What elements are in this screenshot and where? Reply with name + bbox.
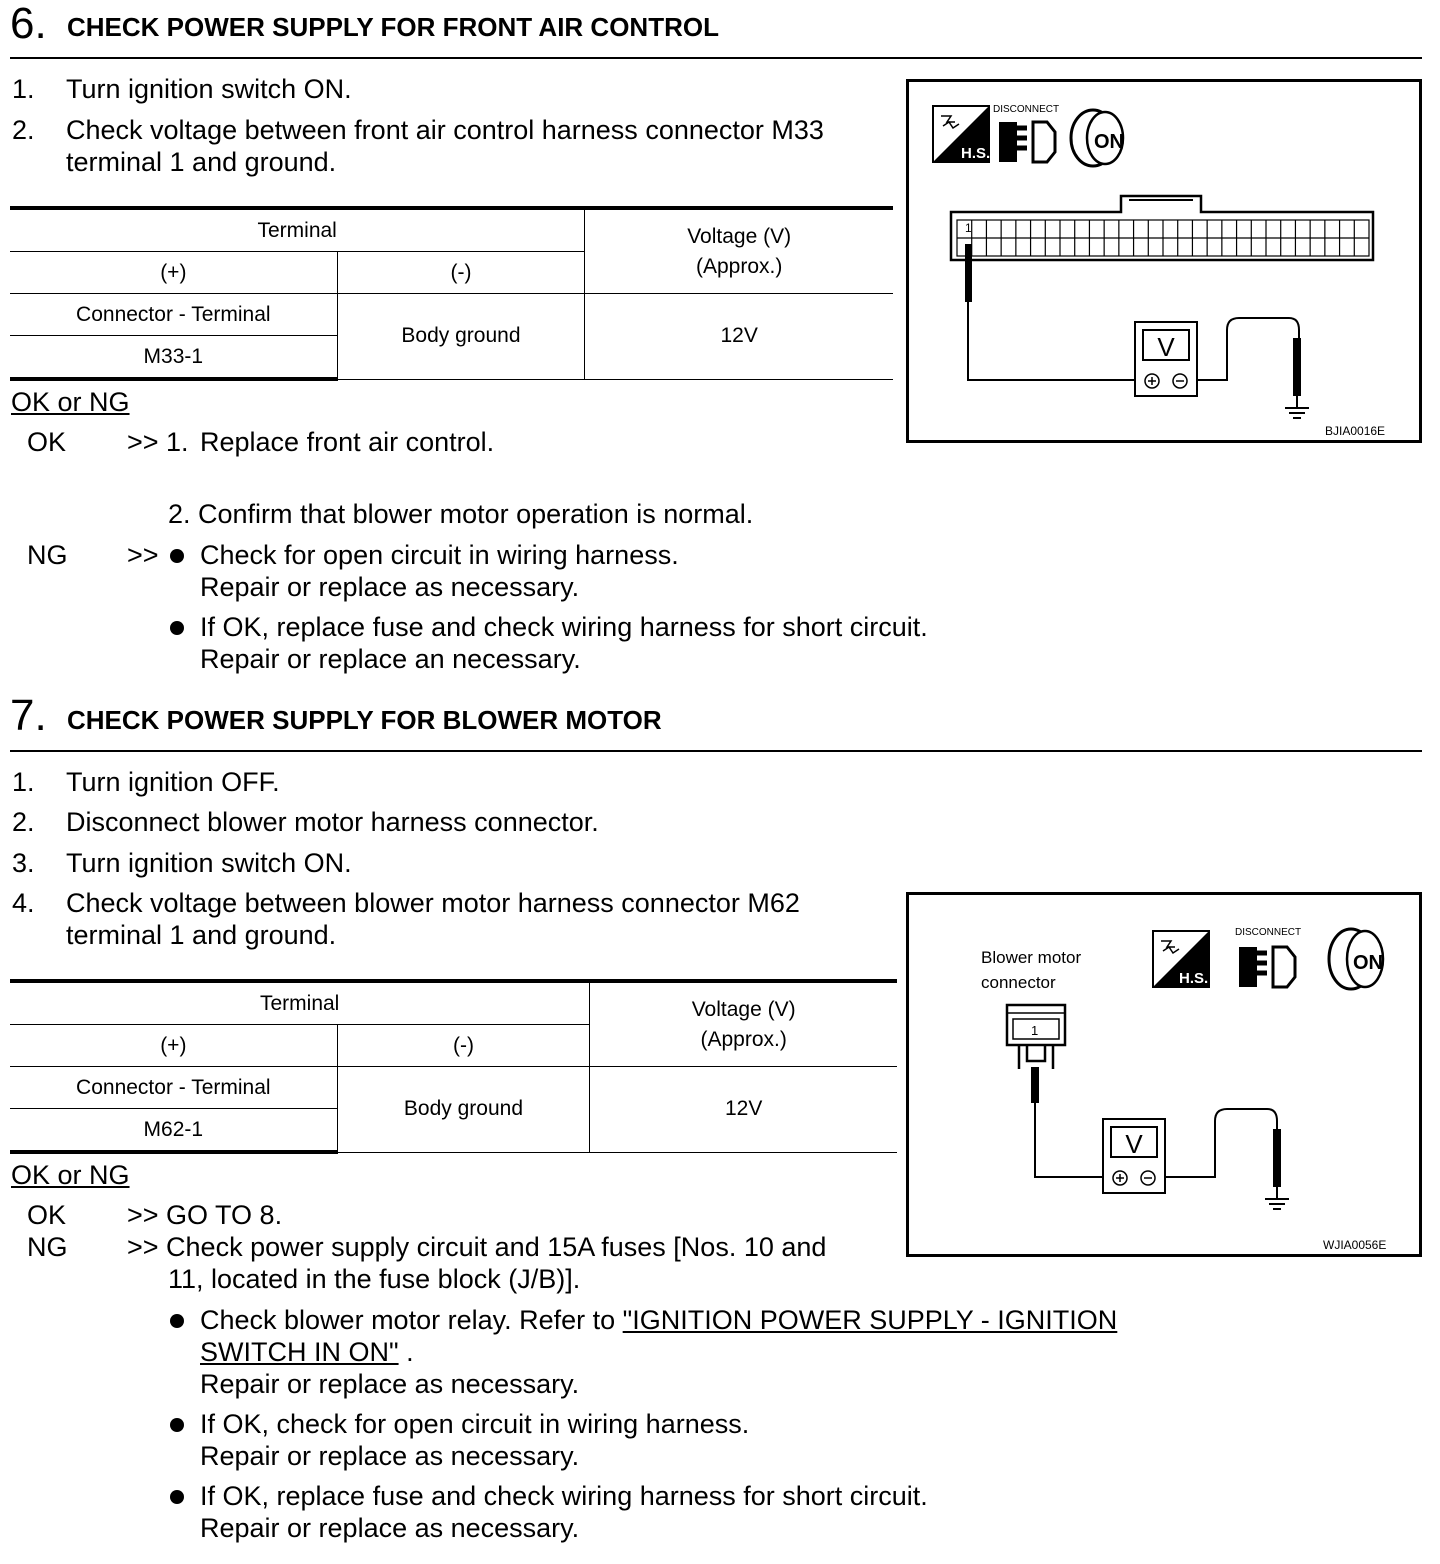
voltage-spec-table	[10, 979, 897, 1154]
ng-bullet-1-line-1	[200, 1304, 1117, 1336]
ignition-on-icon	[1071, 110, 1124, 166]
bullet-icon	[170, 1314, 184, 1328]
plus-header: (+)	[10, 252, 337, 294]
ng-bullet-2-line-2: Repair or replace as necessary.	[200, 1441, 580, 1471]
section-6-title: CHECK POWER SUPPLY FOR FRONT AIR CONTROL	[67, 12, 719, 42]
pin-number-label: 1	[1031, 1023, 1039, 1038]
terminal-header: Terminal	[10, 208, 585, 252]
blower-motor-connector-label-2: connector	[981, 973, 1056, 992]
bullet-icon	[170, 621, 184, 635]
ng-bullet-1-line-2: Repair or replace as necessary.	[200, 572, 580, 602]
step-number: 3.	[12, 848, 35, 878]
ground-symbol-icon	[1285, 396, 1309, 418]
section-7-number: 7.	[10, 691, 47, 740]
connector-diagram-front-air-control	[906, 79, 1422, 443]
ok-arrow: >> 1.	[127, 427, 189, 457]
ok-or-ng-heading: OK or NG	[11, 387, 130, 417]
probe-wire	[968, 302, 1138, 380]
ok-label: OK	[27, 1200, 67, 1230]
ok-step-1: Replace front air control.	[200, 427, 495, 457]
ok-label: OK	[27, 427, 67, 457]
positive-probe	[1031, 1067, 1039, 1103]
bullet-icon	[170, 1418, 184, 1432]
figure-code: WJIA0056E	[1323, 1238, 1387, 1252]
step-text-cont: terminal 1 and ground.	[66, 147, 337, 177]
minus-header: (-)	[337, 1025, 590, 1067]
ng-bullet-2-line-1: If OK, check for open circuit in wiring harness.	[200, 1409, 750, 1439]
step-text: Turn ignition switch ON.	[66, 848, 352, 878]
ground-cell: Body ground	[337, 294, 585, 380]
disconnect-icon	[999, 122, 1055, 162]
voltage-header-l2: (Approx.)	[700, 1027, 787, 1051]
pin-number-label: 1	[965, 221, 972, 235]
ground-symbol-icon	[1265, 1187, 1289, 1209]
section-7-title: CHECK POWER SUPPLY FOR BLOWER MOTOR	[67, 705, 662, 735]
voltmeter-label: V	[1157, 332, 1175, 362]
voltage-header-l1: Voltage (V)	[691, 997, 796, 1021]
ng-action-line-2: 11, located in the fuse block (J/B)].	[168, 1264, 581, 1294]
plus-header: (+)	[10, 1025, 337, 1067]
blower-motor-connector-label-1: Blower motor	[981, 948, 1082, 967]
ignition-power-supply-link[interactable]: "IGNITION POWER SUPPLY - IGNITION	[622, 1305, 1118, 1335]
voltage-header-l1: Voltage (V)	[687, 224, 792, 248]
voltmeter-icon	[1103, 1119, 1165, 1193]
step-text: Check voltage between front air control harness connector M33	[66, 115, 824, 145]
section-7-rule	[10, 750, 1422, 752]
ng-bullet-2-line-1: If OK, replace fuse and check wiring harness for short circuit.	[200, 612, 928, 642]
ng-label: NG	[27, 540, 68, 570]
step-number: 2.	[12, 807, 35, 837]
negative-probe	[1293, 338, 1301, 396]
bullet-1-period: .	[398, 1337, 414, 1367]
step-number: 1.	[12, 767, 35, 797]
connector-pin: M33-1	[10, 336, 337, 380]
connector-terminal-label: Connector - Terminal	[10, 1067, 337, 1109]
ng-bullet-1-line-2	[200, 1336, 414, 1368]
probe-wire	[1035, 1103, 1105, 1177]
ng-bullet-3-line-2: Repair or replace as necessary.	[200, 1513, 580, 1543]
hs-icon-label: H.S.	[961, 145, 991, 162]
ground-wire	[1197, 318, 1299, 380]
hs-icon-label: H.S.	[1179, 970, 1209, 987]
minus-header: (-)	[337, 252, 585, 294]
positive-probe	[965, 244, 972, 302]
ng-bullet-2-line-2: Repair or replace an necessary.	[200, 644, 581, 674]
terminal-header: Terminal	[10, 981, 590, 1025]
ng-label: NG	[27, 1232, 68, 1262]
ignition-on-label: ON	[1094, 131, 1124, 153]
bullet-icon	[170, 549, 184, 563]
ignition-on-label: ON	[1353, 952, 1383, 974]
step-text: Turn ignition OFF.	[66, 767, 280, 797]
ng-bullet-1-line-3: Repair or replace as necessary.	[200, 1369, 580, 1399]
diagram-drawing	[909, 82, 1419, 440]
connector-pin: M62-1	[10, 1109, 337, 1153]
voltage-value: 12V	[585, 294, 893, 380]
voltmeter-label: V	[1125, 1129, 1143, 1159]
voltage-header	[590, 981, 897, 1067]
voltage-spec-table	[10, 206, 893, 381]
step-text: Disconnect blower motor harness connector.	[66, 807, 599, 837]
diagram-drawing	[909, 895, 1419, 1254]
figure-code: BJIA0016E	[1325, 424, 1386, 438]
step-number: 1.	[12, 74, 35, 104]
ignition-power-supply-link-cont[interactable]: SWITCH IN ON"	[200, 1337, 399, 1367]
ground-cell: Body ground	[337, 1067, 590, 1153]
ignition-on-icon	[1329, 929, 1383, 989]
section-6-rule	[10, 57, 1422, 59]
voltage-header-l2: (Approx.)	[695, 254, 783, 278]
step-text-cont: terminal 1 and ground.	[66, 920, 337, 950]
step-text: Check voltage between blower motor harness connector M62	[66, 888, 800, 918]
connector-terminal-label: Connector - Terminal	[10, 294, 337, 336]
voltage-value: 12V	[590, 1067, 897, 1153]
step-number: 2.	[12, 115, 35, 145]
ng-arrow: >>	[127, 540, 159, 570]
negative-probe	[1273, 1129, 1281, 1187]
bullet-icon	[170, 1490, 184, 1504]
voltmeter-icon	[1135, 322, 1197, 396]
connector-diagram-blower-motor	[906, 892, 1422, 1257]
ground-wire	[1165, 1109, 1277, 1177]
disconnect-icon-label: DISCONNECT	[1235, 927, 1302, 938]
ng-bullet-3-line-1: If OK, replace fuse and check wiring harness for short circuit.	[200, 1481, 928, 1511]
bullet-1-text: Check blower motor relay. Refer to	[200, 1305, 623, 1335]
voltage-header	[585, 208, 893, 294]
disconnect-icon	[1239, 947, 1295, 987]
ok-step-2: 2. Confirm that blower motor operation is normal.	[168, 499, 754, 529]
ok-action: >> GO TO 8.	[127, 1200, 283, 1230]
ok-or-ng-heading: OK or NG	[11, 1160, 130, 1190]
disconnect-icon-label: DISCONNECT	[993, 104, 1060, 115]
section-6-number: 6.	[10, 0, 47, 48]
step-number: 4.	[12, 888, 35, 918]
ng-action-line-1: >> Check power supply circuit and 15A fuses [Nos. 10 and	[127, 1232, 827, 1262]
step-text: Turn ignition switch ON.	[66, 74, 352, 104]
ng-bullet-1-line-1: Check for open circuit in wiring harness.	[200, 540, 679, 570]
